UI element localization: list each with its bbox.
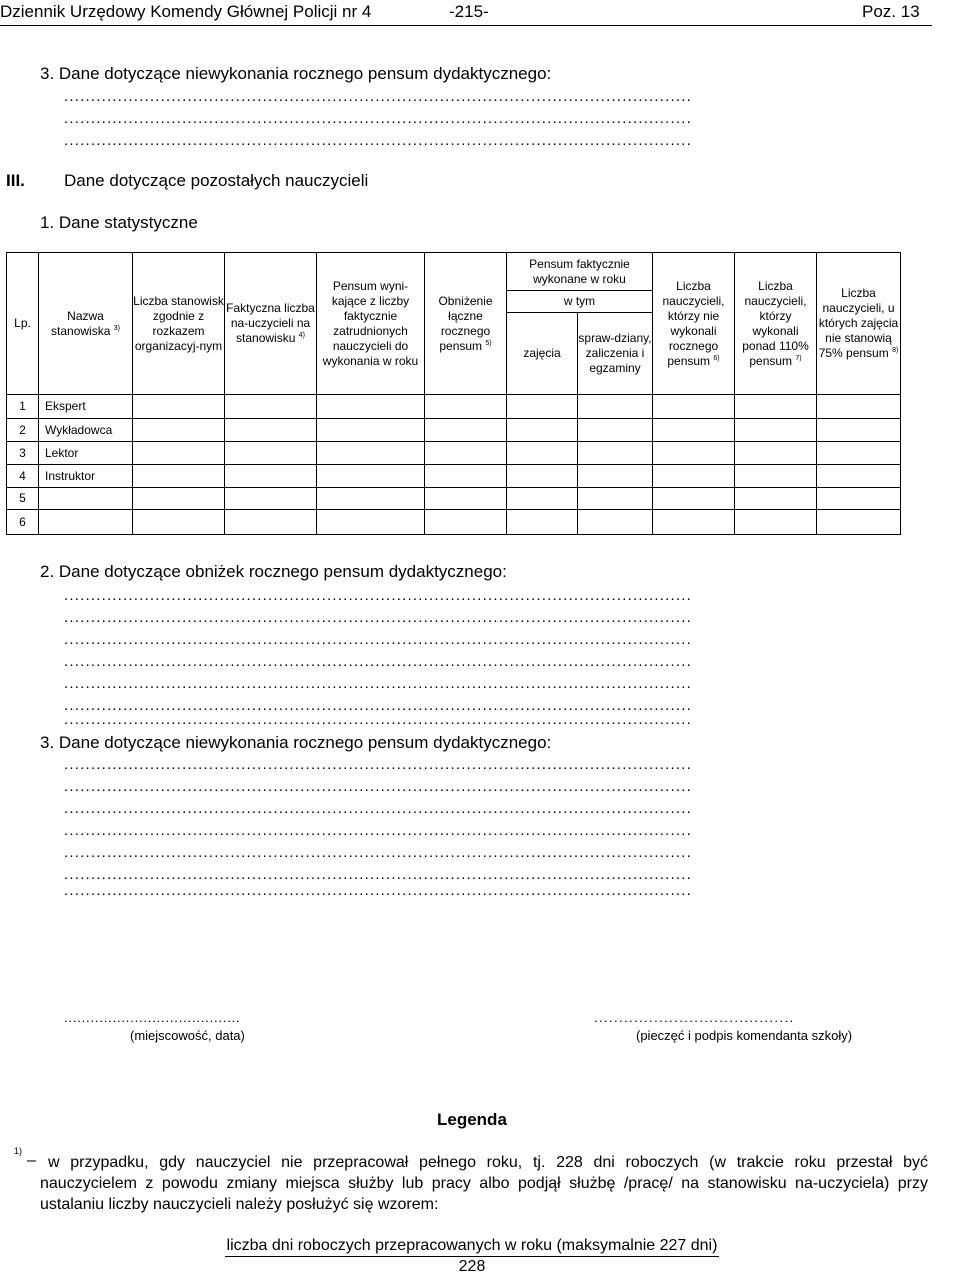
formula-denominator: 228 bbox=[458, 1258, 486, 1275]
row-lp: 1 bbox=[7, 395, 39, 419]
cell[interactable] bbox=[817, 419, 901, 442]
cell[interactable] bbox=[817, 488, 901, 510]
section-iii-subtitle: 1. Dane statystyczne bbox=[40, 213, 198, 232]
cell[interactable] bbox=[425, 488, 507, 510]
header-sprawdziany: spraw-dziany, zaliczenia i egzaminy bbox=[578, 313, 653, 395]
section-3-dots-4: ..................................................................................................................... bbox=[64, 822, 692, 839]
legend-note-marker: 1) bbox=[14, 1146, 23, 1156]
cell[interactable] bbox=[817, 442, 901, 465]
row-lp: 6 bbox=[7, 510, 39, 535]
cell[interactable] bbox=[425, 419, 507, 442]
cell[interactable] bbox=[317, 395, 425, 419]
top-dots-2: ..................................................................................................................... bbox=[64, 110, 692, 127]
cell[interactable] bbox=[133, 465, 225, 488]
cell[interactable] bbox=[317, 442, 425, 465]
cell[interactable] bbox=[735, 419, 817, 442]
cell[interactable] bbox=[425, 465, 507, 488]
cell[interactable] bbox=[133, 419, 225, 442]
row-name: Ekspert bbox=[39, 395, 133, 419]
header-ponizej-75: Liczba nauczycieli, u których zajęcia nie stanowią 75% pensum $^{8)}$ bbox=[817, 253, 901, 395]
cell[interactable] bbox=[225, 488, 317, 510]
section-2-heading: 2. Dane dotyczące obniżek rocznego pensum dydaktycznego: bbox=[40, 562, 507, 581]
cell[interactable] bbox=[817, 395, 901, 419]
section-2-dots-7: ..................................................................................................................... bbox=[64, 711, 692, 728]
cell[interactable] bbox=[507, 442, 578, 465]
section-2-dots-4: ..................................................................................................................... bbox=[64, 653, 692, 670]
cell[interactable] bbox=[653, 488, 735, 510]
cell[interactable] bbox=[735, 395, 817, 419]
cell[interactable] bbox=[578, 419, 653, 442]
section-3-dots-5: ..................................................................................................................... bbox=[64, 844, 692, 861]
formula-numerator: liczba dni roboczych przepracowanych w roku (maksymalnie 227 dni) bbox=[225, 1236, 720, 1257]
row-name: Lektor bbox=[39, 442, 133, 465]
header-page-number: -215- bbox=[449, 2, 489, 21]
table-row bbox=[7, 488, 901, 510]
cell[interactable] bbox=[225, 465, 317, 488]
cell[interactable] bbox=[225, 395, 317, 419]
cell[interactable] bbox=[425, 510, 507, 535]
signature-place-date-dots: ........................................ bbox=[64, 1010, 241, 1025]
row-name: Wykładowca bbox=[39, 419, 133, 442]
cell[interactable] bbox=[225, 419, 317, 442]
section-3-dots-6: ..................................................................................................................... bbox=[64, 866, 692, 883]
row-name bbox=[39, 510, 133, 535]
cell[interactable] bbox=[507, 488, 578, 510]
section-3-dots-3: ..................................................................................................................... bbox=[64, 800, 692, 817]
cell[interactable] bbox=[507, 395, 578, 419]
statistics-table bbox=[6, 252, 901, 535]
cell[interactable] bbox=[133, 488, 225, 510]
section-2-dots-3: ..................................................................................................................... bbox=[64, 631, 692, 648]
table-row bbox=[7, 395, 901, 419]
legend-formula bbox=[184, 1236, 760, 1277]
table-row bbox=[7, 419, 901, 442]
row-lp: 3 bbox=[7, 442, 39, 465]
cell[interactable] bbox=[653, 395, 735, 419]
cell[interactable] bbox=[317, 488, 425, 510]
cell[interactable] bbox=[817, 465, 901, 488]
header-faktyczna-liczba: Faktyczna liczba na-uczycieli na stanowisku $^{4)}$ bbox=[225, 253, 317, 395]
cell[interactable] bbox=[507, 510, 578, 535]
header-journal-title: Dziennik Urzędowy Komendy Głównej Policji nr 4 bbox=[0, 2, 372, 21]
row-lp: 4 bbox=[7, 465, 39, 488]
header-ponad-110: Liczba nauczycieli, którzy wykonali ponad 110% pensum $^{7)}$ bbox=[735, 253, 817, 395]
cell[interactable] bbox=[578, 395, 653, 419]
section-3-heading: 3. Dane dotyczące niewykonania rocznego pensum dydaktycznego: bbox=[40, 733, 552, 752]
signature-commander-label: (pieczęć i podpis komendanta szkoły) bbox=[636, 1028, 853, 1043]
cell[interactable] bbox=[735, 442, 817, 465]
section-iii-title: Dane dotyczące pozostałych nauczycieli bbox=[64, 171, 369, 190]
signature-commander-dots: ........................................ bbox=[594, 1010, 795, 1025]
cell[interactable] bbox=[735, 488, 817, 510]
cell[interactable] bbox=[653, 419, 735, 442]
cell[interactable] bbox=[133, 442, 225, 465]
signature-place-date-label: (miejscowość, data) bbox=[130, 1028, 245, 1043]
cell[interactable] bbox=[653, 510, 735, 535]
section-2-dots-6: ..................................................................................................................... bbox=[64, 697, 692, 714]
legend-title: Legenda bbox=[437, 1110, 507, 1129]
section-3-dots-7: ..................................................................................................................... bbox=[64, 882, 692, 899]
header-obnizenie: Obniżenie łączne rocznego pensum $^{5)}$ bbox=[425, 253, 507, 395]
legend-note-dash: – bbox=[27, 1152, 36, 1169]
cell[interactable] bbox=[225, 442, 317, 465]
top-dots-1: ..................................................................................................................... bbox=[64, 88, 692, 105]
section-3-dots-2: ..................................................................................................................... bbox=[64, 778, 692, 795]
table-row bbox=[7, 465, 901, 488]
cell[interactable] bbox=[578, 442, 653, 465]
cell[interactable] bbox=[817, 510, 901, 535]
header-liczba-stanowisk: Liczba stanowisk zgodnie z rozkazem organizacyj-nym bbox=[133, 253, 225, 395]
cell[interactable] bbox=[578, 510, 653, 535]
header-zajecia: zajęcia bbox=[507, 313, 578, 395]
cell[interactable] bbox=[578, 488, 653, 510]
top-section-heading: 3. Dane dotyczące niewykonania rocznego pensum dydaktycznego: bbox=[40, 64, 552, 83]
row-lp: 2 bbox=[7, 419, 39, 442]
section-2-dots-2: ..................................................................................................................... bbox=[64, 609, 692, 626]
cell[interactable] bbox=[133, 395, 225, 419]
row-name: Instruktor bbox=[39, 465, 133, 488]
section-iii-numeral: III. bbox=[6, 171, 25, 190]
cell[interactable] bbox=[425, 442, 507, 465]
cell[interactable] bbox=[425, 395, 507, 419]
cell[interactable] bbox=[653, 465, 735, 488]
header-lp: Lp. bbox=[7, 253, 39, 395]
cell[interactable] bbox=[317, 510, 425, 535]
header-pensum-wykonane: Pensum faktycznie wykonane w roku bbox=[507, 253, 653, 291]
cell[interactable] bbox=[578, 465, 653, 488]
header-position: Poz. 13 bbox=[862, 2, 920, 21]
cell[interactable] bbox=[735, 510, 817, 535]
table-row bbox=[7, 442, 901, 465]
header-nie-wykonali: Liczba nauczycieli, którzy nie wykonali rocznego pensum $^{6)}$ bbox=[653, 253, 735, 395]
cell[interactable] bbox=[507, 419, 578, 442]
cell[interactable] bbox=[653, 442, 735, 465]
cell[interactable] bbox=[735, 465, 817, 488]
section-3-dots-1: ..................................................................................................................... bbox=[64, 756, 692, 773]
section-2-dots-1: ..................................................................................................................... bbox=[64, 587, 692, 604]
cell[interactable] bbox=[317, 419, 425, 442]
cell[interactable] bbox=[225, 510, 317, 535]
header-rule bbox=[0, 25, 932, 26]
cell[interactable] bbox=[133, 510, 225, 535]
row-lp: 5 bbox=[7, 488, 39, 510]
table-row bbox=[7, 510, 901, 535]
cell[interactable] bbox=[507, 465, 578, 488]
cell[interactable] bbox=[317, 465, 425, 488]
legend-note-text: w przypadku, gdy nauczyciel nie przepracował pełnego roku, tj. 228 dni roboczych (w trakcie roku przestał być nauczycielem z powodu zmiany miejsca służby lub pracy albo podjął służbę /pracę/ na stanowisku na-uczyciela) przy ustalaniu liczby nauczycieli należy posłużyć się wzorem: bbox=[40, 1154, 928, 1213]
header-pensum-wynikajace: Pensum wyni-kające z liczby faktycznie zatrudnionych nauczycieli do wykonania w roku bbox=[317, 253, 425, 395]
top-dots-3: ..................................................................................................................... bbox=[64, 132, 692, 149]
section-2-dots-5: ..................................................................................................................... bbox=[64, 675, 692, 692]
header-w-tym: w tym bbox=[507, 291, 653, 313]
header-nazwa: Nazwa stanowiska $^{3)}$ bbox=[39, 253, 133, 395]
row-name bbox=[39, 488, 133, 510]
